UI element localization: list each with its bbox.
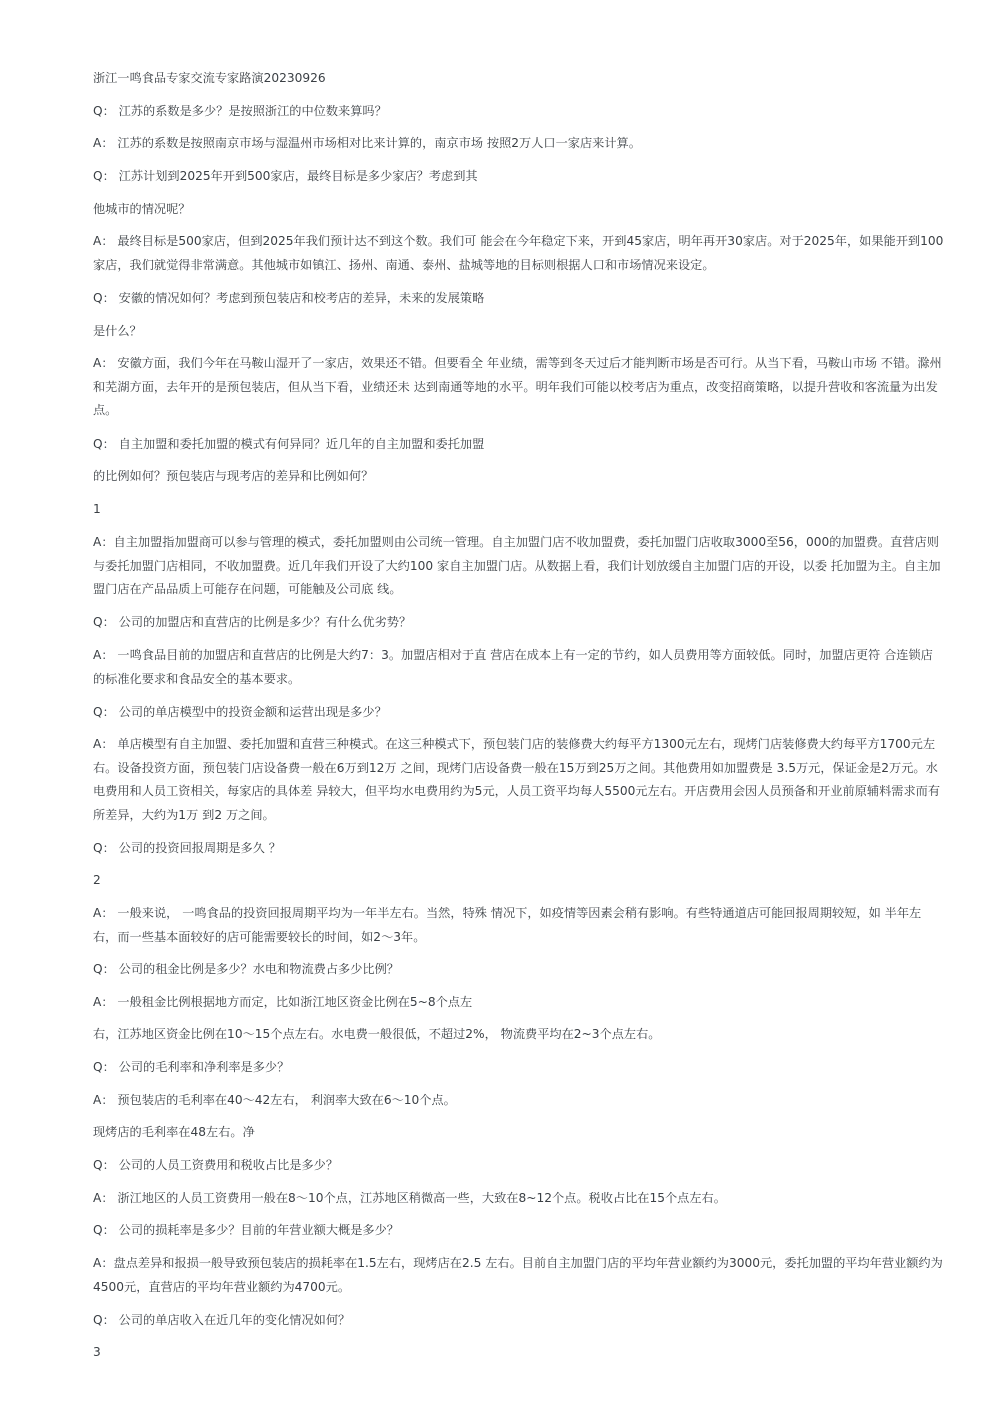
question-paragraph: Q： 公司的单店收入在近几年的变化情况如何？ [93, 1313, 351, 1327]
question-paragraph: Q： 自主加盟和委托加盟的模式有何异同？近几年的自主加盟和委托加盟 [93, 437, 485, 451]
document-title: 浙江一鸣食品专家交流专家路演20230926 [93, 71, 326, 85]
question-paragraph: Q： 江苏计划到2025年开到500家店，最终目标是多少家店？考虑到其 [93, 169, 478, 183]
question-paragraph: Q： 公司的投资回报周期是多久 ？ [93, 841, 281, 855]
page-number: 1 [93, 502, 101, 516]
question-paragraph: Q： 公司的损耗率是多少？目前的年营业额大概是多少？ [93, 1223, 399, 1237]
answer-paragraph: A： 一般租金比例根据地方而定，比如浙江地区资金比例在5~8个点左 [93, 995, 473, 1009]
answer-paragraph: 右，江苏地区资金比例在10～15个点左右。水电费一般很低，不超过2%， 物流费平均在2~3个点左右。 [93, 1027, 661, 1041]
answer-paragraph: A： 预包装店的毛利率在40～42左右， 利润率大致在6～10个点。 [93, 1093, 456, 1107]
answer-paragraph: A： 安徽方面，我们今年在马鞍山湿开了一家店，效果还不错。但要看全 年业绩，需等到冬天过后才能判断市场是否可行。从当下看，马鞍山市场 不错。滁州和芜湖方面，去年开的是预包装店，但从当下看，业绩还未 达到南通等地的水平。明年我们可能以校考店为重点，改变招商策略，以提升营收和客流量为出发点。 [93, 356, 942, 417]
question-paragraph: Q： 安徽的情况如何？考虑到预包装店和校考店的差异，未来的发展策略 [93, 291, 485, 305]
question-paragraph: Q： 公司的单店模型中的投资金额和运营出现是多少？ [93, 705, 387, 719]
question-paragraph: 他城市的情况呢？ [93, 202, 191, 216]
answer-paragraph: A： 一般来说， 一鸣食品的投资回报周期平均为一年半左右。当然，特殊 情况下，如疫情等因素会稍有影响。有些特通道店可能回报周期较短，如 半年左右，而一些基本面较好的店可能需要较长的时间，如2～3年。 [93, 906, 922, 944]
question-paragraph: 是什么？ [93, 324, 142, 338]
answer-paragraph: A：盘点差异和报损一般导致预包装店的损耗率在1.5左右，现烤店在2.5 左右。目前自主加盟门店的平均年营业额约为3000元，委托加盟的平均年营业额约为4500元，直营店的平均年营业额约为4700元。 [93, 1256, 943, 1294]
answer-paragraph: A： 单店模型有自主加盟、委托加盟和直营三种模式。在这三种模式下，预包装门店的装修费大约每平方1300元左右，现烤门店装修费大约每平方1700元左右。设备投资方面，预包装门店设备费一般在6万到12万 之间，现烤门店设备费一般在15万到25万之间。其他费用如加盟费是 3.5万元，保证金是2万元。水电费用和人员工资相关，每家店的具体差 异较大，但平均水电费用约为5元，人员工资平均每人5500元左右。开店费用会因人员预备和开业前原辅料需求而有所差异，大约为1万 到2 万之间。 [93, 737, 941, 822]
answer-paragraph: 现烤店的毛利率在48左右。净 [93, 1125, 255, 1139]
page-number: 2 [93, 873, 101, 887]
answer-paragraph: A： 一鸣食品目前的加盟店和直营店的比例是大约7：3。加盟店相对于直 营店在成本上有一定的节约，如人员费用等方面较低。同时，加盟店更符 合连锁店的标准化要求和食品安全的基本要求。 [93, 648, 933, 686]
answer-paragraph: A： 浙江地区的人员工资费用一般在8～10个点，江苏地区稍微高一些，大致在8~12个点。税收占比在15个点左右。 [93, 1191, 726, 1205]
page-number: 3 [93, 1345, 101, 1359]
question-paragraph: Q： 公司的毛利率和净利率是多少？ [93, 1060, 290, 1074]
question-paragraph: Q： 公司的租金比例是多少？水电和物流费占多少比例？ [93, 962, 399, 976]
answer-paragraph: A： 江苏的系数是按照南京市场与湿温州市场相对比来计算的，南京市场 按照2万人口一家店来计算。 [93, 136, 641, 150]
question-paragraph: 的比例如何？预包装店与现考店的差异和比例如何？ [93, 469, 374, 483]
question-paragraph: Q： 公司的加盟店和直营店的比例是多少？有什么优劣势？ [93, 615, 412, 629]
question-paragraph: Q： 江苏的系数是多少？是按照浙江的中位数来算吗？ [93, 104, 387, 118]
answer-paragraph: A： 最终目标是500家店，但到2025年我们预计达不到这个数。我们可 能会在今年稳定下来，开到45家店，明年再开30家店。对于2025年，如果能开到100家店，我们就觉得非常满意。其他城市如镇江、扬州、南通、泰州、盐城等地的目标则根据人口和市场情况来设定。 [93, 234, 944, 272]
answer-paragraph: A：自主加盟指加盟商可以参与管理的模式，委托加盟则由公司统一管理。自主加盟门店不收加盟费，委托加盟门店收取3000至56，000的加盟费。直营店则与委托加盟门店相同，不收加盟费。近几年我们开设了大约100 家自主加盟门店。从数据上看，我们计划放缓自主加盟门店的开设，以委 托加盟为主。自主加盟门店在产品品质上可能存在问题，可能触及公司底 线。 [93, 535, 941, 596]
question-paragraph: Q： 公司的人员工资费用和税收占比是多少？ [93, 1158, 339, 1172]
